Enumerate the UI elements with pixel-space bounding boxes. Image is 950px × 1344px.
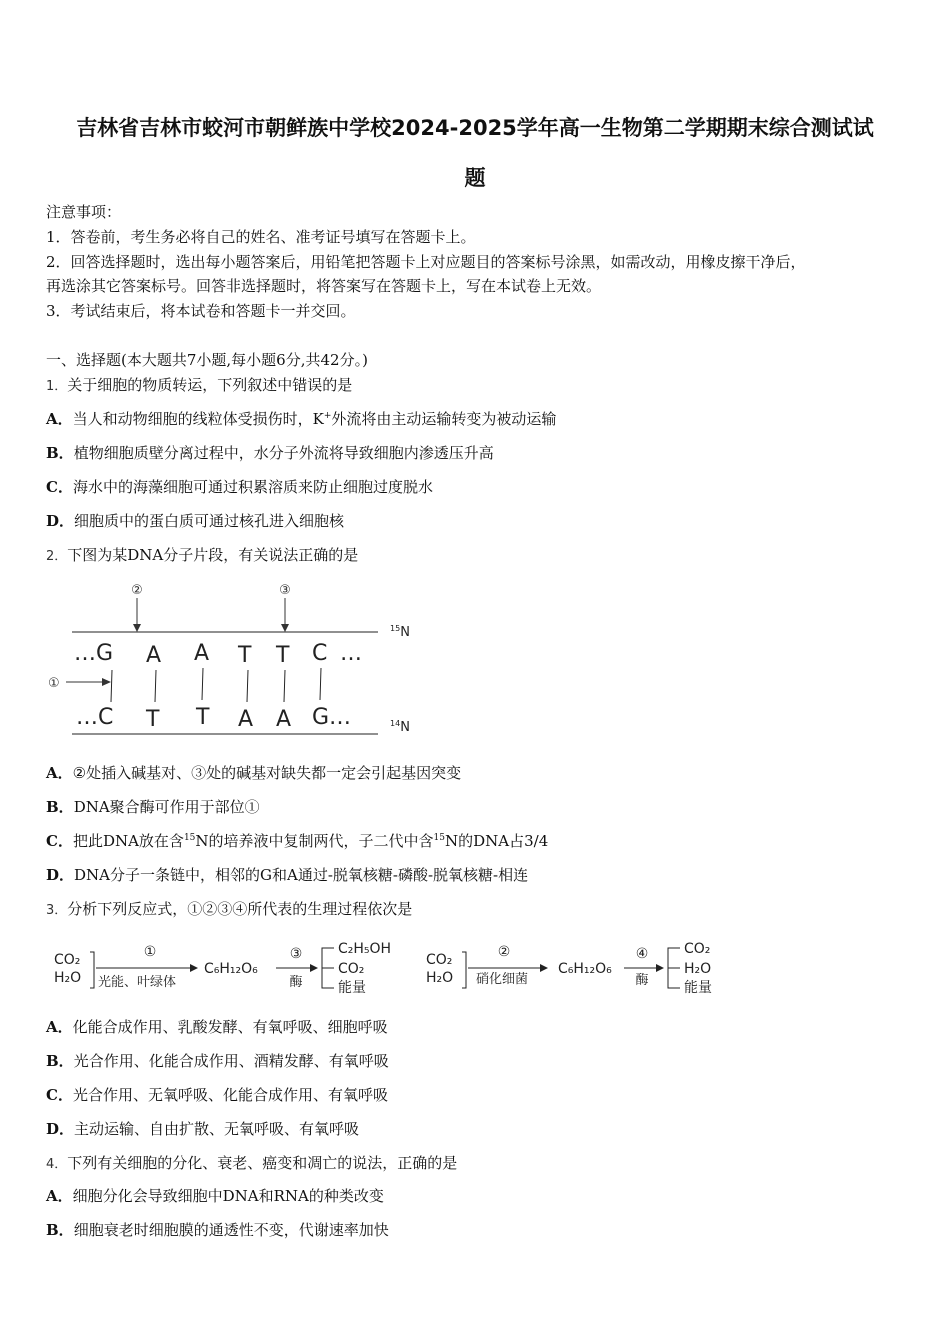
notice-item-3: 3．考试结束后，将本试卷和答题卡一并交回。 — [46, 302, 356, 320]
base-pair-bond — [155, 670, 156, 702]
notice-item-2: 2．回答选择题时，选出每小题答案后，用铅笔把答题卡上对应题目的答案标号涂黑，如需改动，用橡皮擦干净后， — [46, 253, 806, 271]
marker-3-arrowhead — [281, 624, 289, 632]
r1-reactant-co2: CO₂ — [54, 952, 81, 968]
r4-arrowhead — [656, 964, 664, 972]
option-text: 细胞衰老时细胞膜的通透性不变，代谢速率加快 — [73, 1221, 389, 1239]
base-top-4: T — [238, 643, 252, 668]
r4-step-marker: ④ — [635, 946, 649, 962]
option-text: 光合作用、无氧呼吸、化能合成作用、有氧呼吸 — [72, 1086, 388, 1104]
question-1-option-b — [46, 443, 494, 463]
option-label: B． — [46, 798, 74, 816]
option-text: 植物细胞质壁分离过程中，水分子外流将导致细胞内渗透压升高 — [73, 444, 494, 462]
base-top-1: …G — [74, 641, 114, 666]
r4-product-energy: 能量 — [684, 980, 712, 996]
marker-3: ③ — [279, 583, 291, 598]
r4-product-h2o: H₂O — [684, 961, 712, 977]
question-2-stem — [46, 545, 358, 567]
question-1-option-d — [46, 511, 344, 531]
option-text-cont: 外流将由主动运输转变为被动运输 — [331, 410, 557, 428]
base-top-3: A — [194, 641, 210, 666]
question-stem-text: 下图为某DNA分子片段，有关说法正确的是 — [67, 546, 359, 564]
base-bottom-3: T — [196, 705, 210, 730]
question-3-option-d — [46, 1119, 359, 1139]
question-1-option-c — [46, 477, 433, 497]
r1-arrowhead — [190, 964, 198, 972]
option-label: D． — [46, 866, 75, 884]
question-3-option-c — [46, 1085, 388, 1105]
base-pair-bond — [202, 668, 203, 700]
marker-2: ② — [131, 583, 143, 598]
question-stem-text: 分析下列反应式，①②③④所代表的生理过程依次是 — [67, 900, 413, 918]
r2-reactant-h2o: H₂O — [426, 970, 454, 986]
base-bottom-4: A — [238, 707, 254, 732]
r3-step-marker: ③ — [289, 946, 303, 962]
option-label: D． — [46, 512, 75, 530]
option-text-cont: N的DNA占3/4 — [445, 832, 549, 850]
r4-condition: 酶 — [635, 973, 649, 988]
base-top-2: A — [146, 643, 162, 668]
base-pair-bond — [284, 670, 285, 702]
notice-item-1: 1．答卷前，考生务必将自己的姓名、准考证号填写在答题卡上。 — [46, 228, 476, 246]
section-heading: 一、选择题(本大题共7小题,每小题6分,共42分。) — [46, 351, 368, 369]
r3-product-ethanol: C₂H₅OH — [338, 941, 392, 957]
r2-arrowhead — [540, 964, 548, 972]
r1-bracket — [90, 952, 94, 988]
r2-reactant-co2: CO₂ — [426, 952, 453, 968]
superscript: + — [323, 411, 332, 421]
question-4-stem — [46, 1153, 457, 1175]
dna-fragment-figure — [40, 574, 430, 744]
option-text: 当人和动物细胞的线粒体受损伤时，K — [72, 410, 324, 428]
superscript: 15 — [433, 833, 445, 843]
question-2-option-d — [46, 865, 528, 885]
question-4-option-a — [46, 1186, 384, 1206]
base-bottom-6: G… — [312, 705, 352, 730]
question-2-option-b — [46, 797, 260, 817]
question-stem-text: 下列有关细胞的分化、衰老、癌变和凋亡的说法，正确的是 — [67, 1154, 458, 1172]
notice-heading: 注意事项： — [46, 203, 122, 221]
top-strand-isotope: $^{15}$N — [390, 624, 410, 640]
r1-step-marker: ① — [143, 944, 157, 960]
option-label: B． — [46, 444, 74, 462]
base-pair-bond — [247, 670, 248, 702]
option-label: A． — [46, 410, 73, 428]
r3-product-co2: CO₂ — [338, 961, 365, 977]
r2-bracket — [462, 952, 466, 988]
option-label: D． — [46, 1120, 75, 1138]
question-3-option-a — [46, 1017, 388, 1037]
question-1-option-a — [46, 409, 556, 429]
question-3-stem — [46, 899, 412, 921]
question-number: 3． — [46, 903, 68, 918]
option-text: 主动运输、自由扩散、无氧呼吸、有氧呼吸 — [74, 1120, 360, 1138]
r3-branch-arrows — [322, 948, 334, 988]
base-bottom-1: …C — [76, 705, 114, 730]
r2-condition: 硝化细菌 — [476, 972, 529, 987]
base-top-7: … — [340, 641, 362, 666]
r4-product-co2: CO₂ — [684, 941, 711, 957]
question-4-option-b — [46, 1220, 389, 1240]
option-label: C． — [46, 1086, 73, 1104]
question-stem-text: 关于细胞的物质转运，下列叙述中错误的是 — [67, 376, 353, 394]
question-2-option-a — [46, 763, 461, 783]
exam-title-line-1: 吉林省吉林市蛟河市朝鲜族中学校2024-2025学年高一生物第二学期期末综合测试试 — [76, 116, 874, 140]
reaction-equations-figure — [46, 938, 726, 1000]
base-top-5: T — [276, 643, 290, 668]
base-pair-bond — [320, 668, 321, 700]
option-text: 光合作用、化能合成作用、酒精发酵、有氧呼吸 — [73, 1052, 389, 1070]
r2-product: C₆H₁₂O₆ — [558, 961, 612, 977]
base-bottom-5: A — [276, 707, 292, 732]
option-text: 把此DNA放在含 — [72, 832, 184, 850]
option-label: B． — [46, 1221, 74, 1239]
option-text: DNA分子一条链中，相邻的G和A通过-脱氧核糖-磷酸-脱氧核糖-相连 — [74, 866, 529, 884]
exam-title-line-2: 题 — [464, 166, 486, 190]
question-2-option-c — [46, 831, 548, 851]
r3-condition: 酶 — [289, 975, 303, 990]
option-text: DNA聚合酶可作用于部位① — [73, 798, 260, 816]
marker-1: ① — [48, 676, 60, 691]
option-text: ②处插入碱基对、③处的碱基对缺失都一定会引起基因突变 — [72, 764, 462, 782]
question-number: 2． — [46, 549, 68, 564]
option-label: C． — [46, 832, 73, 850]
superscript: 15 — [183, 833, 196, 843]
r3-product-energy: 能量 — [338, 980, 366, 996]
r4-branch-arrows — [668, 948, 680, 988]
r1-condition: 光能、叶绿体 — [98, 975, 177, 990]
r1-product: C₆H₁₂O₆ — [204, 961, 258, 977]
option-text: 海水中的海藻细胞可通过积累溶质来防止细胞过度脱水 — [72, 478, 433, 496]
r3-arrowhead — [310, 964, 318, 972]
question-number: 4． — [46, 1157, 68, 1172]
r1-reactant-h2o: H₂O — [54, 970, 82, 986]
option-label: A． — [46, 764, 73, 782]
option-text: 细胞质中的蛋白质可通过核孔进入细胞核 — [74, 512, 345, 530]
question-1-stem — [46, 375, 352, 397]
question-number: 1． — [46, 379, 68, 394]
option-text-mid: N的培养液中复制两代，子二代中含 — [195, 832, 434, 850]
option-label: A． — [46, 1187, 73, 1205]
marker-1-arrowhead — [102, 678, 111, 686]
notice-item-2-cont: 再选涂其它答案标号。回答非选择题时，将答案写在答题卡上，写在本试卷上无效。 — [46, 277, 602, 295]
option-text: 化能合成作用、乳酸发酵、有氧呼吸、细胞呼吸 — [72, 1018, 388, 1036]
base-pair-bond — [111, 670, 112, 702]
question-3-option-b — [46, 1051, 389, 1071]
option-text: 细胞分化会导致细胞中DNA和RNA的种类改变 — [72, 1187, 384, 1205]
bottom-strand-isotope: $^{14}$N — [390, 719, 410, 735]
r2-step-marker: ② — [497, 944, 511, 960]
option-label: C． — [46, 478, 73, 496]
base-bottom-2: T — [146, 707, 160, 732]
option-label: B． — [46, 1052, 74, 1070]
base-top-6: C — [312, 641, 328, 666]
marker-2-arrowhead — [133, 624, 141, 632]
option-label: A． — [46, 1018, 73, 1036]
